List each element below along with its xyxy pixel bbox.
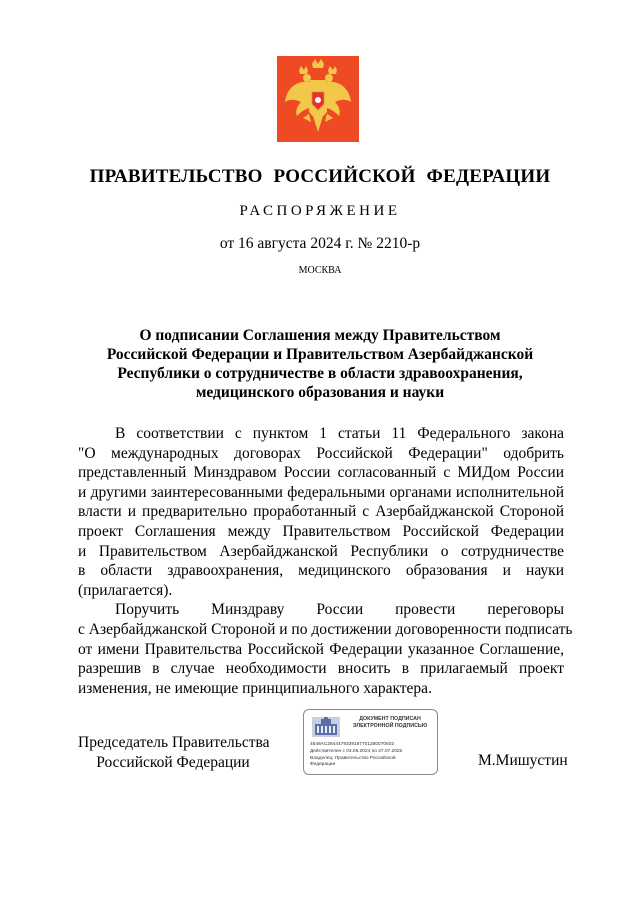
subject-line: О подписании Соглашения между Правительством	[139, 327, 501, 344]
body-line: проект Соглашения между Правительством Российской Федерации	[78, 522, 564, 540]
body-line: В соответствии с пунктом 1 статьи 11 Федерального закона	[115, 425, 564, 442]
stamp-details	[310, 741, 436, 768]
subject-line: Республики о сотрудничестве в области здравоохранения,	[117, 365, 523, 382]
body-line: власти и предварительно проработанный с Азербайджанской Стороной	[78, 503, 564, 521]
stamp-owner: Владелец: Правительство Российской	[310, 756, 396, 762]
stamp-title-line: ЭЛЕКТРОННОЙ ПОДПИСЬЮ	[352, 723, 428, 729]
stamp-title	[344, 716, 436, 730]
signatory-position	[78, 733, 268, 772]
body-line: изменения, не имеющие принципиального характера.	[78, 679, 432, 697]
subject-line: медицинского образования и науки	[195, 384, 445, 401]
document-date-number: от 16 августа 2024 г. № 2210-р	[219, 235, 421, 252]
government-building-icon	[311, 716, 341, 738]
stamp-validity: Действителен с 03.05.2024 по 27.07.2025	[310, 749, 403, 755]
body-line: (прилагается).	[78, 581, 173, 599]
body-line: разрешив в случае необходимости вносить в прилагаемый проект	[78, 660, 564, 678]
document-city: МОСКВА	[298, 265, 342, 276]
paragraph-2	[78, 600, 573, 698]
coat-of-arms-emblem	[277, 56, 359, 142]
body-line: Поручить Минздраву России провести переговоры	[115, 601, 564, 619]
body-line: в области здравоохранения, медицинского образования и науки	[78, 562, 564, 580]
stamp-owner-continued: Федерации	[310, 761, 336, 767]
body-line: представленный Минздравом России согласованный с МИДом России	[78, 464, 564, 482]
electronic-signature-stamp	[303, 709, 438, 775]
body-line: и другими заинтересованными федеральными органами исполнительной	[78, 483, 564, 501]
stamp-serial: 4648AC2844479339187701280070602	[310, 742, 395, 747]
paragraph-1	[78, 424, 564, 600]
document-body	[78, 424, 573, 698]
body-line: "О международных договорах Российской Федерации" одобрить	[78, 444, 564, 462]
body-line: с Азербайджанской Стороной и по достижении договоренности подписать	[78, 620, 573, 638]
signatory-name: М.Мишустин	[478, 752, 568, 769]
signatory-position-line: Председатель Правительства	[78, 734, 270, 751]
signatory-position-line: Российской Федерации	[96, 753, 250, 771]
body-line: от имени Правительства Российской Федерации указанное Соглашение,	[78, 640, 564, 658]
government-title: ПРАВИТЕЛЬСТВО РОССИЙСКОЙ ФЕДЕРАЦИИ	[89, 166, 551, 187]
document-type: РАСПОРЯЖЕНИЕ	[239, 203, 401, 219]
document-subject	[80, 326, 560, 402]
body-line: и Правительством Азербайджанской Республики о сотрудничестве	[78, 542, 564, 560]
stamp-title-line: ДОКУМЕНТ ПОДПИСАН	[359, 716, 421, 722]
subject-line: Российской Федерации и Правительством Азербайджанской	[106, 346, 534, 363]
